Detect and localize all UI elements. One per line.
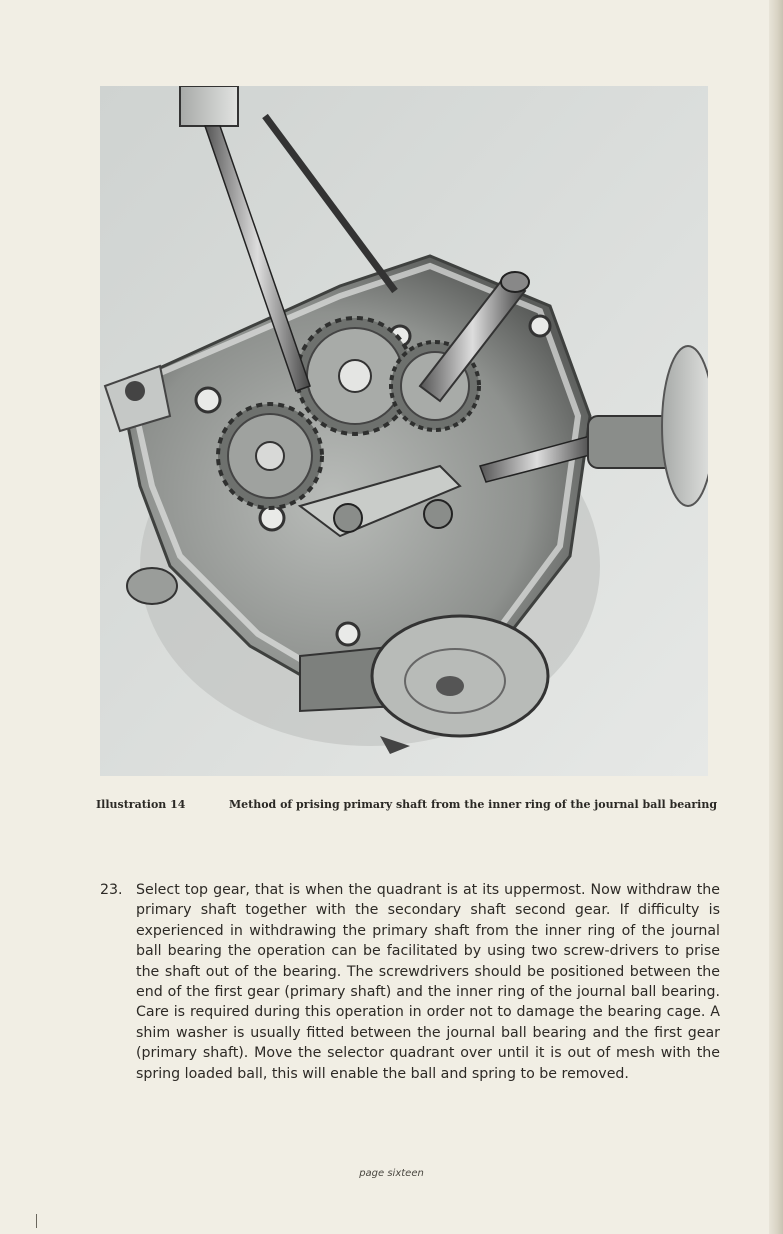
corner-mark: [36, 1214, 37, 1228]
paragraph-text: Select top gear, that is when the quadrant is at its uppermost. Now withdraw the primary shaft together with the secondary shaft second gear. If difficulty is experienced in withdrawing the primary shaft from the inner ring of the journal ball bearing the operation can be facilitated by using two screw-drivers to prise the shaft out of the bearing. The screwdrivers should be positioned between the end of the first gear (primary shaft) and the inner ring of the journal ball bearing. Care is required during this operation in order not to damage the bearing cage. A shim washer is usually fitted between the journal ball bearing and the first gear (primary shaft). Move the selector quadrant over until it is out of mesh with the spring loaded ball, this will enable the ball and spring to be removed.: [136, 882, 720, 1082]
caption-number: Illustration 14: [96, 798, 186, 811]
page-number: page sixteen: [359, 1168, 424, 1179]
gear-left: [218, 404, 322, 508]
caption-text: Method of prising primary shaft from the inner ring of the journal ball bearing: [228, 798, 718, 811]
page-edge: [769, 0, 783, 1234]
gearbox-photo: [100, 86, 708, 776]
paragraph-number: 23.: [100, 882, 123, 898]
